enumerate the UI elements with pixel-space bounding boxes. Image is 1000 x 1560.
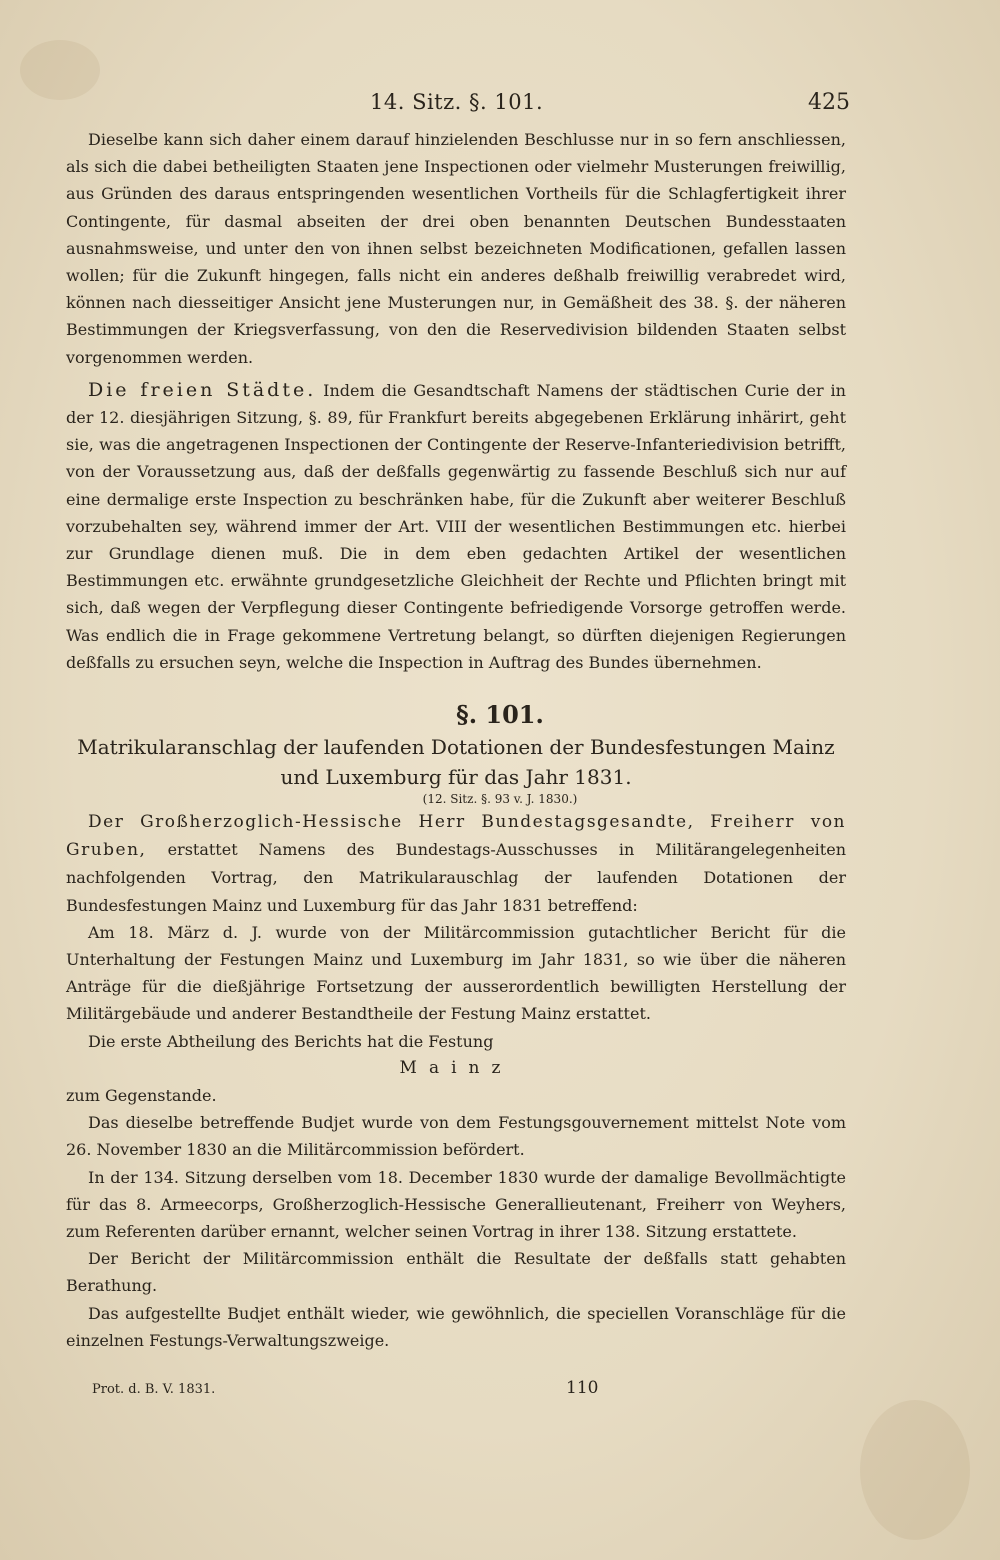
section-title: Matrikularanschlag der laufenden Dotationen der Bundesfestungen Mainz und Luxemburg für das Jahr 1831. bbox=[77, 735, 835, 789]
paragraph: Die erste Abtheilung des Berichts hat die Festung bbox=[88, 1031, 494, 1051]
paragraph: In der 134. Sitzung derselben vom 18. December 1830 wurde der damalige Bevollmächtigte für das 8. Armeecorps, Großherzoglich-Hessische Generallieutenant, Freiherr von Weyhers, zum Referenten darüber ernannt, welcher seinen Vortrag in ihrer 138. Sitzung erstattete. bbox=[66, 1167, 846, 1242]
section-reference: (12. Sitz. §. 93 v. J. 1830.) bbox=[422, 792, 578, 806]
paper-stain bbox=[860, 1400, 970, 1540]
sheet-number: 110 bbox=[566, 1378, 599, 1398]
paragraph: Das aufgestellte Budjet enthält wieder, wie gewöhnlich, die speciellen Voranschläge für die einzelnen Festungs-Verwaltungszweige. bbox=[66, 1303, 846, 1350]
paragraph: Der Bericht der Militärcommission enthält die Resultate der deßfalls statt gehabten Berathung. bbox=[66, 1249, 846, 1296]
text-block-upper bbox=[66, 126, 846, 676]
paragraph-text: Indem die Gesandtschaft Namens der städtischen Curie der in der 12. diesjährigen Sitzung, §. 89, für Frankfurt bereits abgegebenen Erklärung inhärirt, geht sie, was die angetragenen Inspectionen der Contingente der Reserve-Infanteriedivision betrifft, von der Voraussetzung aus, daß der deßfalls gegenwärtig zu fassende Beschluß sich nur auf eine dermalige erste Inspection zu beschränken habe, für die Zukunft aber weiterer Beschluß vorzubehalten sey, während immer der Art. VIII der wesentlichen Bestimmungen etc. hierbei zur Grundlage dienen muß. Die in dem eben gedachten Artikel der wesentlichen Bestimmungen etc. erwähnte grundgesetzliche Gleichheit der Rechte und Pflichten bringt mit sich, daß wegen der Verpflegung dieser Contingente befriedigende Vorsorge getroffen werde. Was endlich die in Frage gekommene Vertretung belangt, so dürften diejenigen Regierungen deßfalls zu ersuchen seyn, welche die Inspection in Auftrag des Bundes übernehmen. bbox=[66, 380, 846, 672]
text-block-lower bbox=[66, 808, 846, 1354]
section-number: §. 101. bbox=[456, 700, 544, 729]
speaker-label: Der Großherzoglich-Hessische Herr Bundestagsgesandte, Freiherr von Gruben, bbox=[66, 812, 846, 861]
page-footer bbox=[0, 1378, 1000, 1402]
page-header bbox=[0, 90, 1000, 124]
paragraph: zum Gegenstande. bbox=[66, 1086, 217, 1106]
paragraph: Am 18. März d. J. wurde von der Militärcommission gutachtlicher Bericht für die Unterhaltung der Festungen Mainz und Luxemburg im Jahr 1831, so wie über die näheren Anträge für die dießjährige Fortsetzung der ausserordentlich bewilligten Herstellung der Militärgebäude und anderer Bestandtheile der Festung Mainz erstattet. bbox=[66, 922, 846, 1024]
paragraph bbox=[66, 377, 846, 676]
speaker-label: Die freien Städte. bbox=[88, 378, 317, 401]
fortress-heading: Mainz bbox=[399, 1057, 513, 1078]
running-head: 14. Sitz. §. 101. bbox=[370, 90, 544, 114]
signature-mark: Prot. d. B. V. 1831. bbox=[92, 1382, 216, 1397]
page-number: 425 bbox=[808, 90, 850, 115]
paragraph bbox=[66, 808, 846, 919]
paragraph: Das dieselbe betreffende Budjet wurde von dem Festungsgouvernement mittelst Note vom 26. November 1830 an die Militärcommission befördert. bbox=[66, 1113, 846, 1160]
paragraph: Dieselbe kann sich daher einem darauf hinzielenden Beschlusse nur in so fern anschliessen, als sich die dabei betheiligten Staaten jene Inspectionen oder vielmehr Musterungen freiwillig, aus Gründen des daraus entspringenden wesentlichen Vortheils für die Schlagfertigkeit ihrer Contingente, für dasmal abseiten der drei oben benannten Deutschen Bundesstaaten ausnahmsweise, und unter den von ihnen selbst bezeichneten Modificationen, gefallen lassen wollen; für die Zukunft hingegen, falls nicht ein anderes deßhalb freiwillig verabredet wird, können nach diesseitiger Ansicht jene Musterungen nur, in Gemäßheit des 38. §. der näheren Bestimmungen der Kriegsverfassung, von den die Reservedivision bildenden Staaten selbst vorgenommen werden. bbox=[66, 130, 846, 367]
paragraph-text: erstattet Namens des Bundestags-Ausschusses in Militärangelegenheiten nachfolgenden Vortrag, den Matrikularauschlag der laufenden Dotationen der Bundesfestungen Mainz und Luxemburg für das Jahr 1831 betreffend: bbox=[66, 840, 846, 915]
